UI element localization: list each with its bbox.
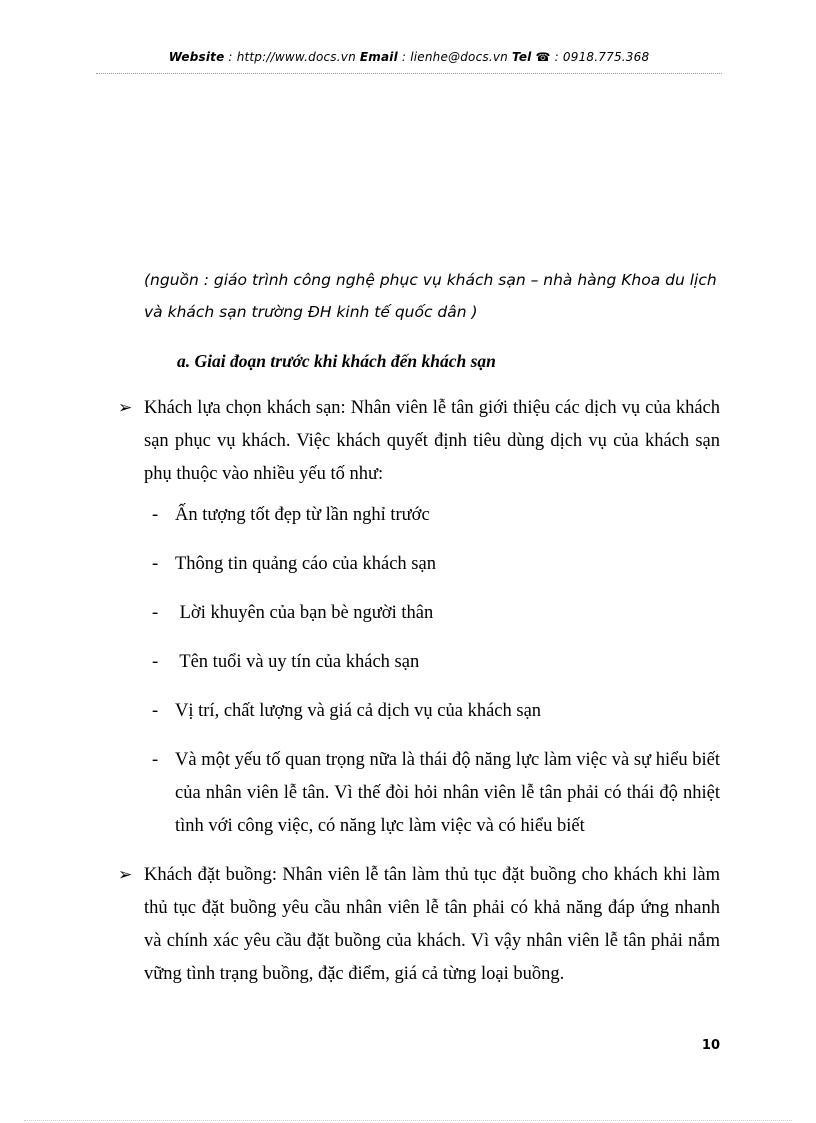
list-item — [144, 695, 720, 728]
list-item-text: Vị trí, chất lượng và giá cả dịch vụ của khách sạn — [175, 701, 542, 721]
list-item — [144, 548, 720, 581]
telephone-icon: ☎ — [535, 50, 551, 64]
page-number: 10 — [701, 1038, 720, 1053]
email-label: Email — [359, 50, 398, 64]
bullet-item — [118, 392, 720, 491]
bullet-text: Khách lựa chọn khách sạn: Nhân viên lễ tân giới thiệu các dịch vụ của khách sạn phục vụ khách. Việc khách quyết định tiêu dùng dịch vụ của khách sạn phụ thuộc vào nhiều yếu tố như: — [144, 398, 720, 484]
arrow-bullet-icon: ➢ — [118, 865, 133, 885]
dash-marker: - — [152, 750, 159, 770]
dash-marker: - — [152, 701, 159, 721]
list-item — [144, 499, 720, 532]
bullet-item — [118, 859, 720, 991]
list-item-text: Lời khuyên của bạn bè người thân — [175, 603, 434, 623]
footer-divider — [24, 1120, 792, 1121]
header-divider — [96, 73, 722, 74]
list-item — [144, 744, 720, 843]
page-header — [96, 50, 722, 64]
tel-value: : 0918.775.368 — [550, 50, 650, 64]
dash-marker: - — [152, 505, 159, 525]
factor-list — [144, 499, 720, 843]
website-value: : http://www.docs.vn — [224, 50, 360, 64]
dash-marker: - — [152, 652, 159, 672]
website-label: Website — [168, 50, 225, 64]
list-item-text: Thông tin quảng cáo của khách sạn — [175, 554, 436, 574]
list-item-text: Ấn tượng tốt đẹp từ lần nghỉ trước — [175, 505, 430, 525]
list-item-text: Và một yếu tố quan trọng nữa là thái độ năng lực làm việc và sự hiểu biết của nhân viên lễ tân. Vì thế đòi hỏi nhân viên lễ tân phải có thái độ nhiệt tình với công việc, có năng lực làm việc và có hiểu biết — [175, 750, 720, 836]
arrow-bullet-icon: ➢ — [118, 398, 133, 418]
dash-marker: - — [152, 554, 159, 574]
source-note: (nguồn : giáo trình công nghệ phục vụ khách sạn – nhà hàng Khoa du lịch và khách sạn trường ĐH kinh tế quốc dân ) — [144, 271, 717, 321]
list-item — [144, 646, 720, 679]
bullet-text: Khách đặt buồng: Nhân viên lễ tân làm thủ tục đặt buồng cho khách khi làm thủ tục đặt buồng yêu cầu nhân viên lễ tân phải có khả năng đáp ứng nhanh và chính xác yêu cầu đặt buồng của khách. Vì vậy nhân viên lễ tân phải nắm vững tình trạng buồng, đặc điểm, giá cả từng loại buồng. — [144, 865, 720, 984]
list-item — [144, 597, 720, 630]
section-heading: a. Giai đoạn trước khi khách đến khách sạn — [177, 351, 496, 371]
tel-label: Tel — [511, 50, 532, 64]
page-body — [118, 264, 720, 991]
dash-marker: - — [152, 603, 159, 623]
list-item-text: Tên tuổi và uy tín của khách sạn — [175, 652, 420, 672]
email-value: : lienhe@docs.vn — [397, 50, 512, 64]
